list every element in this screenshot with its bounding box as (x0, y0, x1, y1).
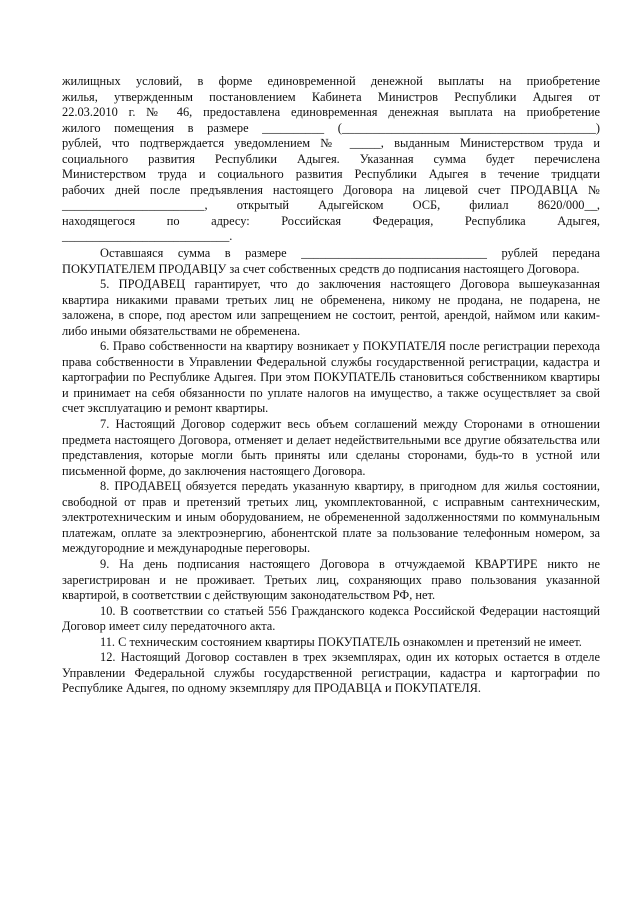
intro-line: жилищных условий, в форме единовременной денежной выплаты на приобретение (62, 74, 600, 88)
paragraph-10: 10. В соответствии со статьей 556 Гражданского кодекса Российской Федерации настоящий Договор имеет силу передаточного акта. (62, 603, 600, 634)
intro-line: Министерством труда и социального развития Республики Адыгея в течение тридцати (62, 167, 600, 182)
intro-line: рабочих дней после предъявления настоящего Договора на лицевой счет ПРОДАВЦА № (62, 182, 600, 197)
intro-line: социального развития Республики Адыгея. Указанная сумма будет перечислена (62, 151, 600, 166)
intro-line: 22.03.2010 г. № 46, предоставлена единовременная денежная выплата на приобретение (62, 105, 600, 120)
paragraph-6: 6. Право собственности на квартиру возникает у ПОКУПАТЕЛЯ после регистрации перехода права собственности в Управлении Федеральной службы государственной регистрации, кадастра и картографии по Республике Адыгея. При этом ПОКУПАТЕЛЬ становиться собственником квартиры и принимает на себя обязанности по уплате налогов на имущество, а также осуществляет за свой счет эксплуатацию и ремонт квартиры. (62, 339, 600, 416)
paragraph-9: 9. На день подписания настоящего Договора в отчуждаемой КВАРТИРЕ никто не зарегистрирован и не проживает. Третьих лиц, сохраняющих право пользования указанной квартирой, в соответствии с действующим законодательством РФ, нет. (62, 556, 600, 603)
intro-line: жилого помещения в размере __________ (_________________________________________) (62, 120, 600, 135)
paragraph-7: 7. Настоящий Договор содержит весь объем соглашений между Сторонами в отношении предмета настоящего Договора, отменяет и делает недействительными все другие обязательства или представления, которые могли быть приняты или сделаны сторонами, будь-то в устной или письменной форме, до заключения настоящего Договора. (62, 417, 600, 478)
intro-paragraph (62, 74, 600, 245)
intro-line: рублей, что подтверждается уведомлением № _____, выданным Министерством труда и (62, 136, 600, 151)
paragraph-5: 5. ПРОДАВЕЦ гарантирует, что до заключения настоящего Договора вышеуказанная квартира никакими правами третьих лиц не обременена, никому не продана, не подарена, не заложена, в споре, под арестом или запрещением не состоит, рентой, арендой, наймом или каким-либо иными обязательствами не обременена. (62, 277, 600, 338)
paragraph-12: 12. Настоящий Договор составлен в трех экземплярах, один их которых остается в отделе Управлении Федеральной службы государственной регистрации, кадастра и картографии по Республике Адыгея, по одному экземпляру для ПРОДАВЦА и ПОКУПАТЕЛЯ. (62, 650, 600, 696)
paragraph-8: 8. ПРОДАВЕЦ обязуется передать указанную квартиру, в пригодном для жилья состоянии, свободной от прав и претензий третьих лиц, укомплектованной, с исправным сантехническим, электротехническим и иным оборудованием, не обремененной задолженностями по коммунальным платежам, оплате за электроэнергию, абонентской плате за пользование телефонным номером, за междугородние и международные переговоры. (62, 479, 600, 556)
intro-line: находящегося по адресу: Российская Федерация, Республика Адыгея, (62, 213, 600, 228)
intro-line: жилья, утвержденным постановлением Кабинета Министров Республики Адыгея от (62, 89, 600, 104)
paragraph-11: 11. С техническим состоянием квартиры ПОКУПАТЕЛЬ ознакомлен и претензий не имеет. (100, 634, 582, 649)
intro-line: _______________________, открытый Адыгейском ОСБ, филиал 8620/000__, (62, 198, 600, 213)
contract-page (62, 74, 600, 697)
intro-line: ___________________________. (62, 229, 233, 244)
paragraph-remaining-sum: Оставшаяся сумма в размере ______________________________ рублей передана ПОКУПАТЕЛЕМ ПРОДАВЦУ за счет собственных средств до подписания настоящего Договора. (62, 246, 600, 276)
